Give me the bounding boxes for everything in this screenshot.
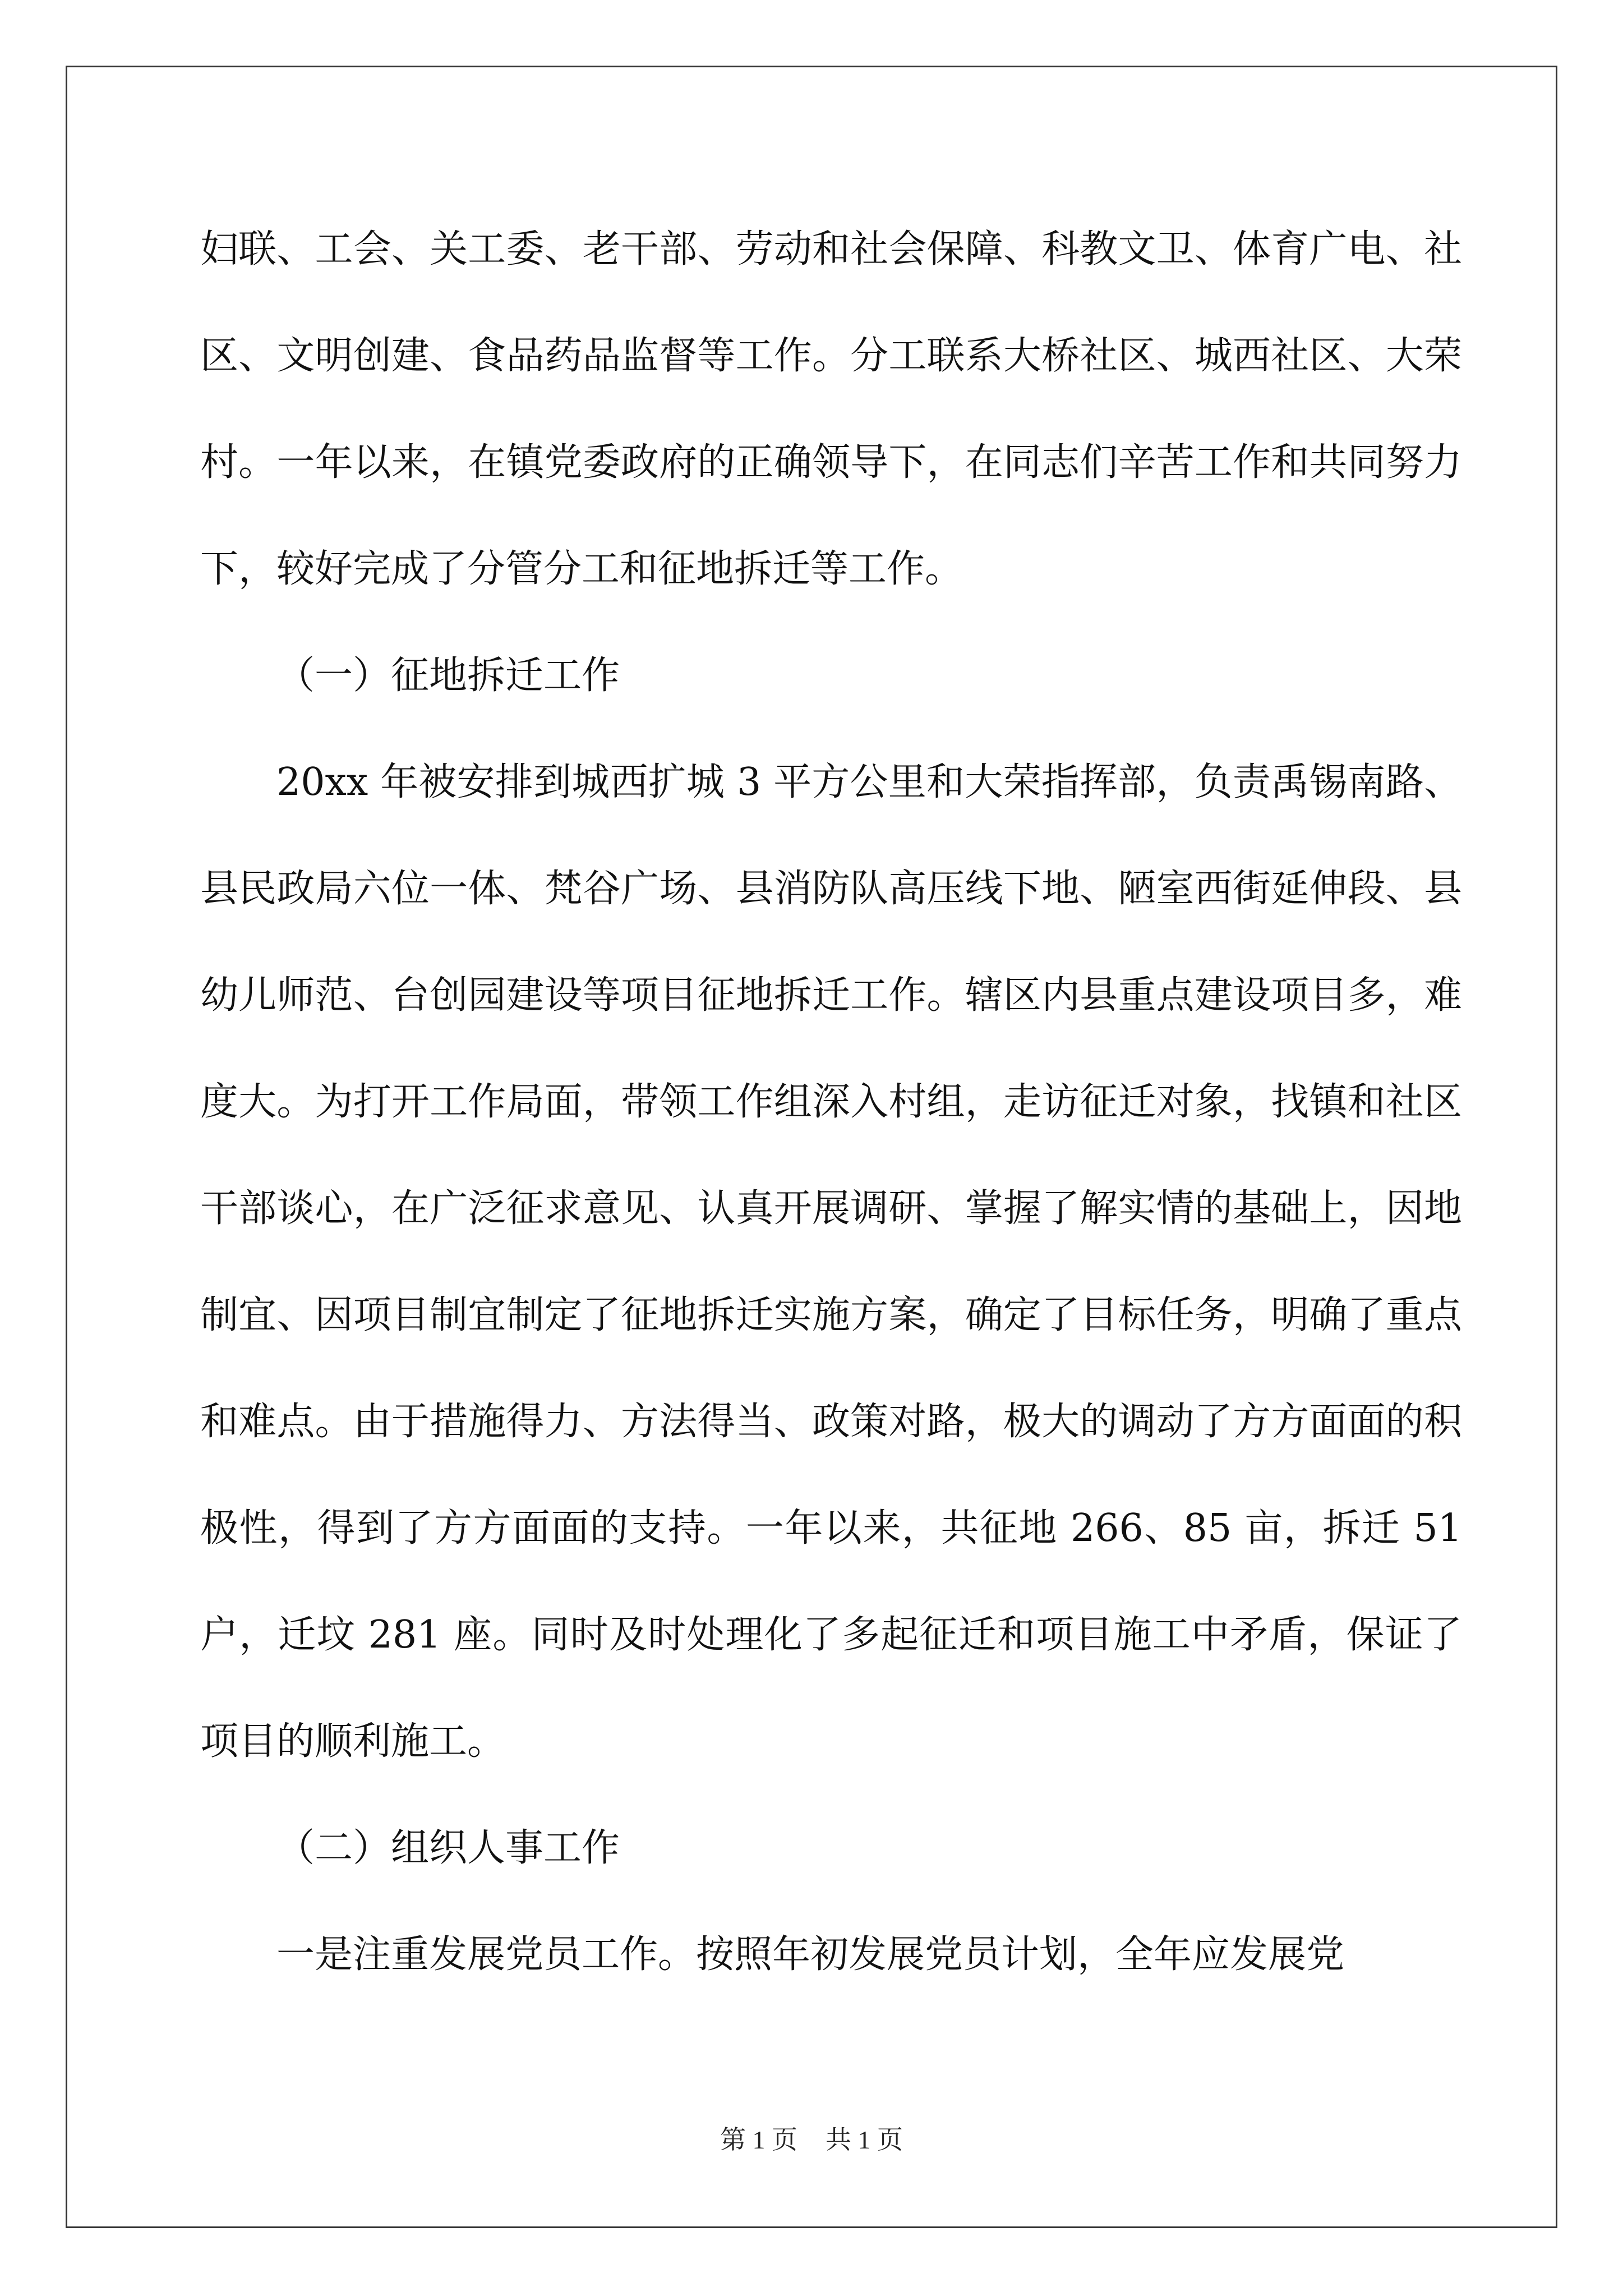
paragraph-personnel: 一是注重发展党员工作。按照年初发展党员计划，全年应发展党 xyxy=(276,1932,1345,1977)
section-heading-personnel: （二）组织人事工作 xyxy=(276,1826,620,1870)
page-total: 共 1 页 xyxy=(826,2125,903,2154)
page-number: 第 1 页 xyxy=(720,2125,797,2154)
document-body xyxy=(200,196,1462,2008)
paragraph-continuation: 妇联、工会、关工委、老干部、劳动和社会保障、科教文卫、体育广电、社区、文明创建、食品药品监督等工作。分工联系大桥社区、城西社区、大荣村。一年以来，在镇党委政府的正确领导下，在同志们辛苦工作和共同努力下，较好完成了分管分工和征地拆迁等工作。 xyxy=(200,227,1462,591)
paragraph-land-acquisition: 20xx 年被安排到城西扩城 3 平方公里和大荣指挥部，负责禹锡南路、县民政局六位一体、梵谷广场、县消防队高压线下地、陋室西街延伸段、县幼儿师范、台创园建设等项目征地拆迁工作。辖区内县重点建设项目多，难度大。为打开工作局面，带领工作组深入村组，走访征迁对象，找镇和社区干部谈心，在广泛征求意见、认真开展调研、掌握了解实情的基础上，因地制宜、因项目制宜制定了征地拆迁实施方案，确定了目标任务，明确了重点和难点。由于措施得力、方法得当、政策对路，极大的调动了方方面面的积极性，得到了方方面面的支持。一年以来，共征地 266、85 亩，拆迁 51 户，迁坟 281 座。同时及时处理化了多起征迁和项目施工中矛盾，保证了项目的顺利施工。 xyxy=(200,760,1462,1764)
page-footer xyxy=(0,2119,1623,2156)
section-heading-land-acquisition: （一）征地拆迁工作 xyxy=(276,654,620,698)
